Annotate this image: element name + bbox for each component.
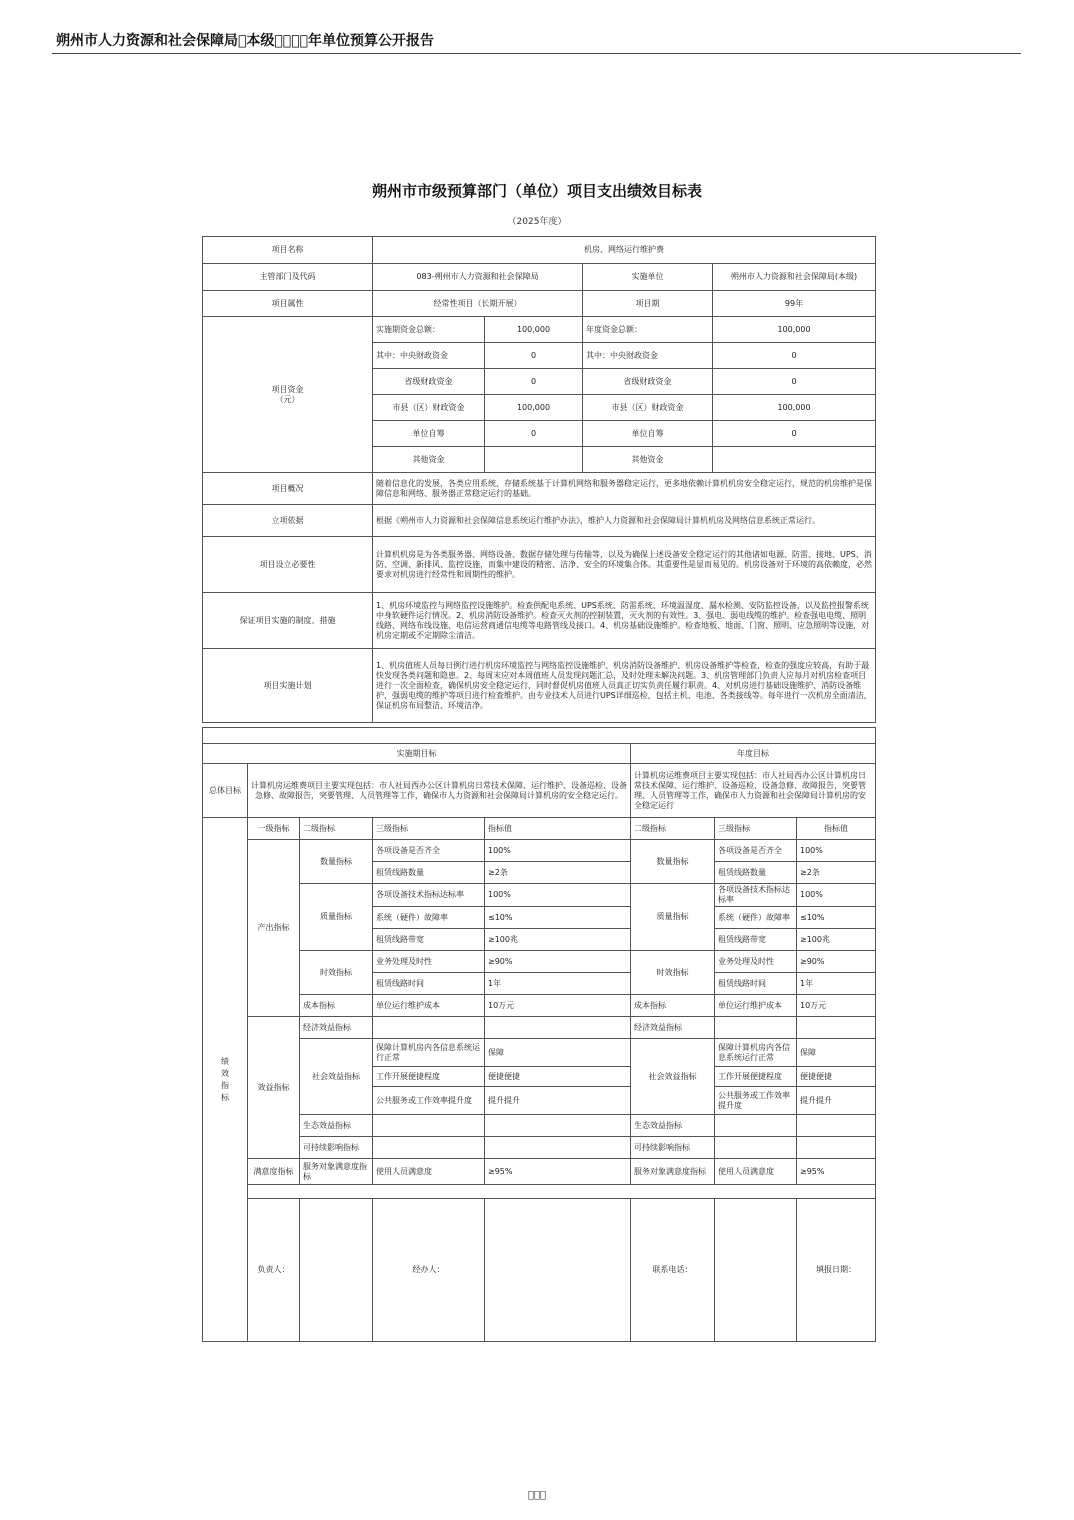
indicator-name: 租赁线路时间 xyxy=(373,973,485,995)
page-header: 朔州市人力资源和社会保障局 本级    年单位预算公开报告 xyxy=(56,33,435,49)
phone-label: 联系电话： xyxy=(631,1199,715,1342)
indicator-name-year: 租赁线路时间 xyxy=(715,973,797,995)
indicator-value-year xyxy=(797,1115,876,1137)
fund-value xyxy=(485,447,583,473)
cost-indicator-label-year: 成本指标 xyxy=(631,995,715,1017)
funds-label: 项目资金 （元） xyxy=(203,317,373,473)
service-object-label-year: 服务对象满意度指标 xyxy=(631,1159,715,1185)
cost-indicator-label: 成本指标 xyxy=(300,995,373,1017)
perf-indicator-text: 绩效指标 xyxy=(221,1056,229,1102)
handler-label: 经办人： xyxy=(373,1199,485,1342)
spacer-row xyxy=(203,728,876,744)
indicator-name-year: 单位运行维护成本 xyxy=(715,995,797,1017)
econ-indicator-label-year: 经济效益指标 xyxy=(631,1017,715,1039)
indicator-value-year: 100% xyxy=(797,884,876,907)
fund-label: 市县（区）财政资金 xyxy=(583,395,713,421)
header-level3: 三级指标 xyxy=(373,818,485,840)
indicator-name-year xyxy=(715,1017,797,1039)
quality-indicator-label: 质量指标 xyxy=(300,884,373,951)
fund-label: 其中：中央财政资金 xyxy=(373,343,485,369)
indicator-name-year: 使用人员满意度 xyxy=(715,1159,797,1185)
indicator-value-year xyxy=(797,1017,876,1039)
measures-text: 1、机房环境监控与网络监控设施维护。检查供配电系统、UPS系统、防雷系统、环境温湿度、漏水检测、安防监控设备，以及监控报警系统中身软硬件运行情况。2、机房消防设备维护。检查灭火剂的控制装置，灭火剂的有效性。3、强电、弱电线缆的维护。检查强电电缆、照明线路、网络布线设施、电信运营商通信电缆等电路管线及接口。4、机房基础设施维护。检查地板、地面、门窗、照明、应急照明等设施，对机房定期或不定期除尘清洁。 xyxy=(373,593,876,649)
header-divider xyxy=(52,53,1021,54)
indicator-value xyxy=(485,1115,631,1137)
owner-label: 负责人： xyxy=(248,1199,300,1342)
indicator-value: 1年 xyxy=(485,973,631,995)
indicator-value-year: 便捷便捷 xyxy=(797,1067,876,1087)
indicator-value-year: 10万元 xyxy=(797,995,876,1017)
attr-value: 经常性项目（长期开展） xyxy=(373,291,583,317)
sustain-indicator-label-year: 可持续影响指标 xyxy=(631,1137,715,1159)
indicator-name-year: 各项设备技术指标达标率 xyxy=(715,884,797,907)
fund-value: 100,000 xyxy=(485,317,583,343)
fund-label: 市县（区）财政资金 xyxy=(373,395,485,421)
indicator-value: ≥95% xyxy=(485,1159,631,1185)
fund-label: 年度资金总额： xyxy=(583,317,713,343)
indicator-value-year: ≥95% xyxy=(797,1159,876,1185)
overview-label: 项目概况 xyxy=(203,473,373,505)
period-value: 99年 xyxy=(713,291,876,317)
page-title: 朔州市市级预算部门（单位）项目支出绩效目标表 xyxy=(371,182,702,200)
project-info-table xyxy=(202,236,876,723)
indicator-name: 单位运行维护成本 xyxy=(373,995,485,1017)
header-value-year: 指标值 xyxy=(797,818,876,840)
indicator-name: 各项设备是否齐全 xyxy=(373,840,485,862)
indicator-value-year: ≥90% xyxy=(797,951,876,973)
fund-label: 其他资金 xyxy=(373,447,485,473)
indicator-name: 租赁线路带宽 xyxy=(373,929,485,951)
header-value: 指标值 xyxy=(485,818,631,840)
plan-label: 项目实施计划 xyxy=(203,649,373,723)
indicator-name xyxy=(373,1017,485,1039)
quantity-indicator-label-year: 数量指标 xyxy=(631,840,715,884)
fund-label: 单位自筹 xyxy=(583,421,713,447)
effect-indicator-label: 效益指标 xyxy=(248,1017,300,1159)
measures-label: 保证项目实施的制度、措施 xyxy=(203,593,373,649)
indicator-value xyxy=(485,1017,631,1039)
indicator-name: 保障计算机房内各信息系统运行正常 xyxy=(373,1039,485,1067)
sustain-indicator-label: 可持续影响指标 xyxy=(300,1137,373,1159)
year-goal-label: 年度目标 xyxy=(631,744,876,764)
indicator-name-year: 租赁线路数量 xyxy=(715,862,797,884)
project-name-label: 项目名称 xyxy=(203,237,373,264)
indicator-value xyxy=(485,1137,631,1159)
indicator-value: ≤10% xyxy=(485,907,631,929)
indicator-value: 提升提升 xyxy=(485,1087,631,1115)
indicator-value: 10万元 xyxy=(485,995,631,1017)
indicator-name-year xyxy=(715,1137,797,1159)
fund-value: 0 xyxy=(485,369,583,395)
indicator-value: 便捷便捷 xyxy=(485,1067,631,1087)
indicator-name-year: 租赁线路带宽 xyxy=(715,929,797,951)
fund-value: 0 xyxy=(485,343,583,369)
indicator-name-year: 系统（硬件）故障率 xyxy=(715,907,797,929)
indicator-name-year: 各项设备是否齐全 xyxy=(715,840,797,862)
indicator-name-year: 工作开展便捷程度 xyxy=(715,1067,797,1087)
indicator-name: 工作开展便捷程度 xyxy=(373,1067,485,1087)
fund-label: 省级财政资金 xyxy=(583,369,713,395)
fund-value: 100,000 xyxy=(713,317,876,343)
social-indicator-label: 社会效益指标 xyxy=(300,1039,373,1115)
indicator-value: ≥100兆 xyxy=(485,929,631,951)
dept-label: 主管部门及代码 xyxy=(203,264,373,291)
fund-value: 0 xyxy=(713,369,876,395)
indicator-name-year: 业务处理及时性 xyxy=(715,951,797,973)
project-name-value: 机房、网络运行维护费 xyxy=(373,237,876,264)
plan-text: 1、机房值班人员每日例行进行机房环境监控与网络监控设施维护、机房消防设备维护、机房设备维护等检查，检查的强度应较高，有助于最快发现各类问题和隐患。2、每周末应对本周值班人员发现问题汇总，及时处理未解决问题。3、机房管理部门负责人应每月对机房检查项目进行一次全面检查，确保机房安全稳定运行，同时督促机房值班人员真正切实负责任履行职责。4、对机房进行基础设施维护、消防设备维护，强弱电缆的维护等项目进行检查维护。由专业技术人员进行UPS详细巡检，包括主机、电池、各类接线等。每年进行一次机房全面清洁，保证机房布局整洁、环境洁净。 xyxy=(373,649,876,723)
fund-value: 0 xyxy=(713,343,876,369)
indicator-value: 100% xyxy=(485,884,631,907)
indicator-value-year: ≤10% xyxy=(797,907,876,929)
indicator-name xyxy=(373,1115,485,1137)
indicator-value-year xyxy=(797,1137,876,1159)
header-level3-year: 三级指标 xyxy=(715,818,797,840)
indicator-name xyxy=(373,1137,485,1159)
basis-text: 根据《朔州市人力资源和社会保障信息系统运行维护办法》，维护人力资源和社会保障局计算机机房及网络信息系统正常运行。 xyxy=(373,505,876,537)
indicator-name-year xyxy=(715,1115,797,1137)
period-label: 项目期 xyxy=(583,291,713,317)
econ-indicator-label: 经济效益指标 xyxy=(300,1017,373,1039)
overview-text: 随着信息化的发展，各类应用系统、存储系统基于计算机网络和服务器稳定运行，更多地依赖计算机机房安全稳定运行，规范的机房维护是保障信息和网络、服务器正常稳定运行的基础。 xyxy=(373,473,876,505)
fund-value xyxy=(713,447,876,473)
indicator-name: 公共服务或工作效率提升度 xyxy=(373,1087,485,1115)
indicator-value: 100% xyxy=(485,840,631,862)
service-object-label: 服务对象满意度指标 xyxy=(300,1159,373,1185)
overall-goal-label: 总体目标 xyxy=(203,764,248,818)
phone-value xyxy=(715,1199,797,1342)
eco-indicator-label-year: 生态效益指标 xyxy=(631,1115,715,1137)
impl-goal-label: 实施期目标 xyxy=(203,744,631,764)
dept-value: 083-朔州市人力资源和社会保障局 xyxy=(373,264,583,291)
spacer-row xyxy=(248,1185,876,1199)
indicator-name-year: 保障计算机房内各信息系统运行正常 xyxy=(715,1039,797,1067)
necessity-label: 项目设立必要性 xyxy=(203,537,373,593)
fund-label: 单位自筹 xyxy=(373,421,485,447)
quality-indicator-label-year: 质量指标 xyxy=(631,884,715,951)
indicator-value: ≥2条 xyxy=(485,862,631,884)
fund-label: 其他资金 xyxy=(583,447,713,473)
header-level1: 一级指标 xyxy=(248,818,300,840)
header-level2-year: 二级指标 xyxy=(631,818,715,840)
time-indicator-label-year: 时效指标 xyxy=(631,951,715,995)
fund-value: 100,000 xyxy=(713,395,876,421)
date-label: 填报日期： xyxy=(797,1199,876,1342)
impl-unit-value: 朔州市人力资源和社会保障局(本级) xyxy=(713,264,876,291)
indicator-name: 使用人员满意度 xyxy=(373,1159,485,1185)
time-indicator-label: 时效指标 xyxy=(300,951,373,995)
handler-value xyxy=(485,1199,631,1342)
impl-goal-text: 计算机房运维费项目主要实现包括：市人社局西办公区计算机房日常技术保障、运行维护、设备巡检、设备急修、故障报告，突要管理、人员管理等工作，确保市人力资源和社会保障局计算机房的安全稳定运行。 xyxy=(248,764,631,818)
necessity-text: 计算机机房是为各类服务器、网络设备、数据存储处理与传输等，以及为确保上述设备安全稳定运行的其他诸如电源、防雷、接地、UPS、消防、空调、新排风、监控设施，而集中建设的精密、洁净、安全的环境集合体。其重要性是显而易见的。机房设备对于环境的高依赖度，必然要求对机房进行经常性和周期性的维护。 xyxy=(373,537,876,593)
page-footer:     xyxy=(527,1490,546,1501)
indicator-value-year: 提升提升 xyxy=(797,1087,876,1115)
indicator-name: 系统（硬件）故障率 xyxy=(373,907,485,929)
output-indicator-label: 产出指标 xyxy=(248,840,300,1017)
quantity-indicator-label: 数量指标 xyxy=(300,840,373,884)
year-goal-text: 计算机房运维费项目主要实现包括：市人社局西办公区计算机房日常技术保障、运行维护、设备巡检、设备急修、故障报告，突要管理、人员管理等工作，确保市人力资源和社会保障局计算机房的安全稳定运行 xyxy=(631,764,876,818)
indicator-name: 业务处理及时性 xyxy=(373,951,485,973)
satisfaction-indicator-label: 满意度指标 xyxy=(248,1159,300,1185)
fund-label: 实施期资金总额： xyxy=(373,317,485,343)
attr-label: 项目属性 xyxy=(203,291,373,317)
indicator-value: ≥90% xyxy=(485,951,631,973)
perf-indicator-label xyxy=(203,818,248,1342)
indicator-value-year: ≥2条 xyxy=(797,862,876,884)
basis-label: 立项依据 xyxy=(203,505,373,537)
fund-label: 省级财政资金 xyxy=(373,369,485,395)
header-level2: 二级指标 xyxy=(300,818,373,840)
fund-value: 0 xyxy=(485,421,583,447)
indicator-value: 保障 xyxy=(485,1039,631,1067)
fund-value: 100,000 xyxy=(485,395,583,421)
fund-value: 0 xyxy=(713,421,876,447)
social-indicator-label-year: 社会效益指标 xyxy=(631,1039,715,1115)
fund-label: 其中：中央财政资金 xyxy=(583,343,713,369)
indicators-table xyxy=(202,727,876,1342)
indicator-value-year: 100% xyxy=(797,840,876,862)
indicator-value-year: ≥100兆 xyxy=(797,929,876,951)
owner-value xyxy=(300,1199,373,1342)
indicator-value-year: 保障 xyxy=(797,1039,876,1067)
indicator-name: 各项设备技术指标达标率 xyxy=(373,884,485,907)
indicator-name: 租赁线路数量 xyxy=(373,862,485,884)
eco-indicator-label: 生态效益指标 xyxy=(300,1115,373,1137)
indicator-name-year: 公共服务或工作效率提升度 xyxy=(715,1087,797,1115)
impl-unit-label: 实施单位 xyxy=(583,264,713,291)
year-note: （2025年度） xyxy=(507,217,567,227)
indicator-value-year: 1年 xyxy=(797,973,876,995)
